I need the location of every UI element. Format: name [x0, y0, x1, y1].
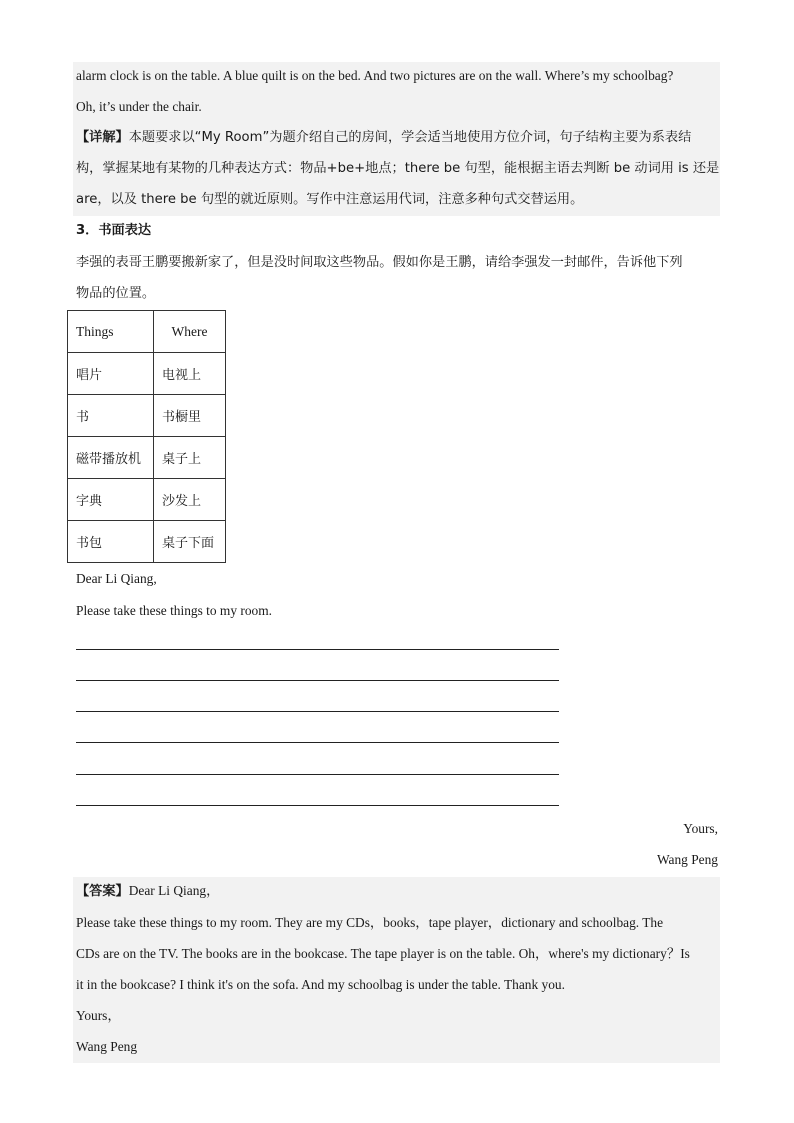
- writing-line[interactable]: [76, 649, 559, 650]
- table-header-row: [68, 311, 226, 353]
- table-cell-thing: 磁带播放机: [68, 437, 154, 479]
- answer-line: [76, 882, 219, 901]
- writing-line[interactable]: [76, 711, 559, 712]
- answer-label: 【答案】: [76, 884, 129, 899]
- answer-greeting: Dear Li Qiang，: [128, 883, 220, 898]
- table-cell-thing: 书: [68, 395, 154, 437]
- question-prompt: 李强的表哥王鹏要搬新家了，但是没时间取这些物品。假如你是王鹏，请给李强发一封邮件，告诉他下列: [76, 255, 683, 270]
- detail-label: 【详解】: [76, 130, 129, 145]
- detail-paragraph-line: [76, 129, 691, 147]
- table-cell-where: 桌子上: [154, 437, 226, 479]
- writing-line[interactable]: [76, 742, 559, 743]
- answer-line: it in the bookcase? I think it's on the sofa. And my schoolbag is under the table. Thank you.: [76, 977, 565, 992]
- detail-paragraph-line: 构，掌握某地有某物的几种表达方式：物品+be+地点；there be 句型，能根据主语去判断 be 动词用 is 还是: [76, 161, 720, 176]
- detail-text: 本题要求以“My Room”为题介绍自己的房间，学会适当地使用方位介词，句子结构主要为系表结: [128, 130, 692, 145]
- table-cell-where: 桌子下面: [154, 521, 226, 563]
- table-row: [68, 437, 226, 479]
- detail-paragraph-line: are，以及 there be 句型的就近原则。写作中注意运用代词，注意多种句式交替运用。: [76, 192, 584, 207]
- table-row: [68, 395, 226, 437]
- answer-shade: [73, 877, 720, 1063]
- answer-line: CDs are on the TV. The books are in the bookcase. The tape player is on the table. Oh，where's my dictionary？Is: [76, 946, 690, 961]
- previous-answer-line: alarm clock is on the table. A blue quilt is on the bed. And two pictures are on the wall. Where’s my schoolbag?: [76, 68, 674, 83]
- letter-greeting: Dear Li Qiang,: [76, 571, 157, 586]
- things-location-table: [67, 310, 226, 563]
- question-prompt: 物品的位置。: [76, 286, 156, 301]
- writing-line[interactable]: [76, 680, 559, 681]
- letter-closing: Yours,: [683, 821, 718, 836]
- answer-line: Wang Peng: [76, 1039, 138, 1054]
- writing-line[interactable]: [76, 774, 559, 775]
- table-row: [68, 521, 226, 563]
- writing-line[interactable]: [76, 805, 559, 806]
- answer-line: Please take these things to my room. They are my CDs，books，tape player，dictionary and schoolbag. The: [76, 915, 664, 930]
- table-header-cell: Things: [68, 311, 154, 353]
- table-cell-thing: 字典: [68, 479, 154, 521]
- previous-answer-line: Oh, it’s under the chair.: [76, 99, 202, 114]
- table-cell-thing: 书包: [68, 521, 154, 563]
- table-header-cell: Where: [154, 311, 226, 353]
- table-cell-thing: 唱片: [68, 353, 154, 395]
- table-cell-where: 沙发上: [154, 479, 226, 521]
- table-cell-where: 电视上: [154, 353, 226, 395]
- table-cell-where: 书橱里: [154, 395, 226, 437]
- question-heading: 3．书面表达: [76, 223, 152, 238]
- table-row: [68, 479, 226, 521]
- answer-line: Yours，: [76, 1008, 121, 1023]
- table-row: [68, 353, 226, 395]
- letter-signature: Wang Peng: [656, 852, 718, 867]
- letter-first-line: Please take these things to my room.: [76, 603, 272, 618]
